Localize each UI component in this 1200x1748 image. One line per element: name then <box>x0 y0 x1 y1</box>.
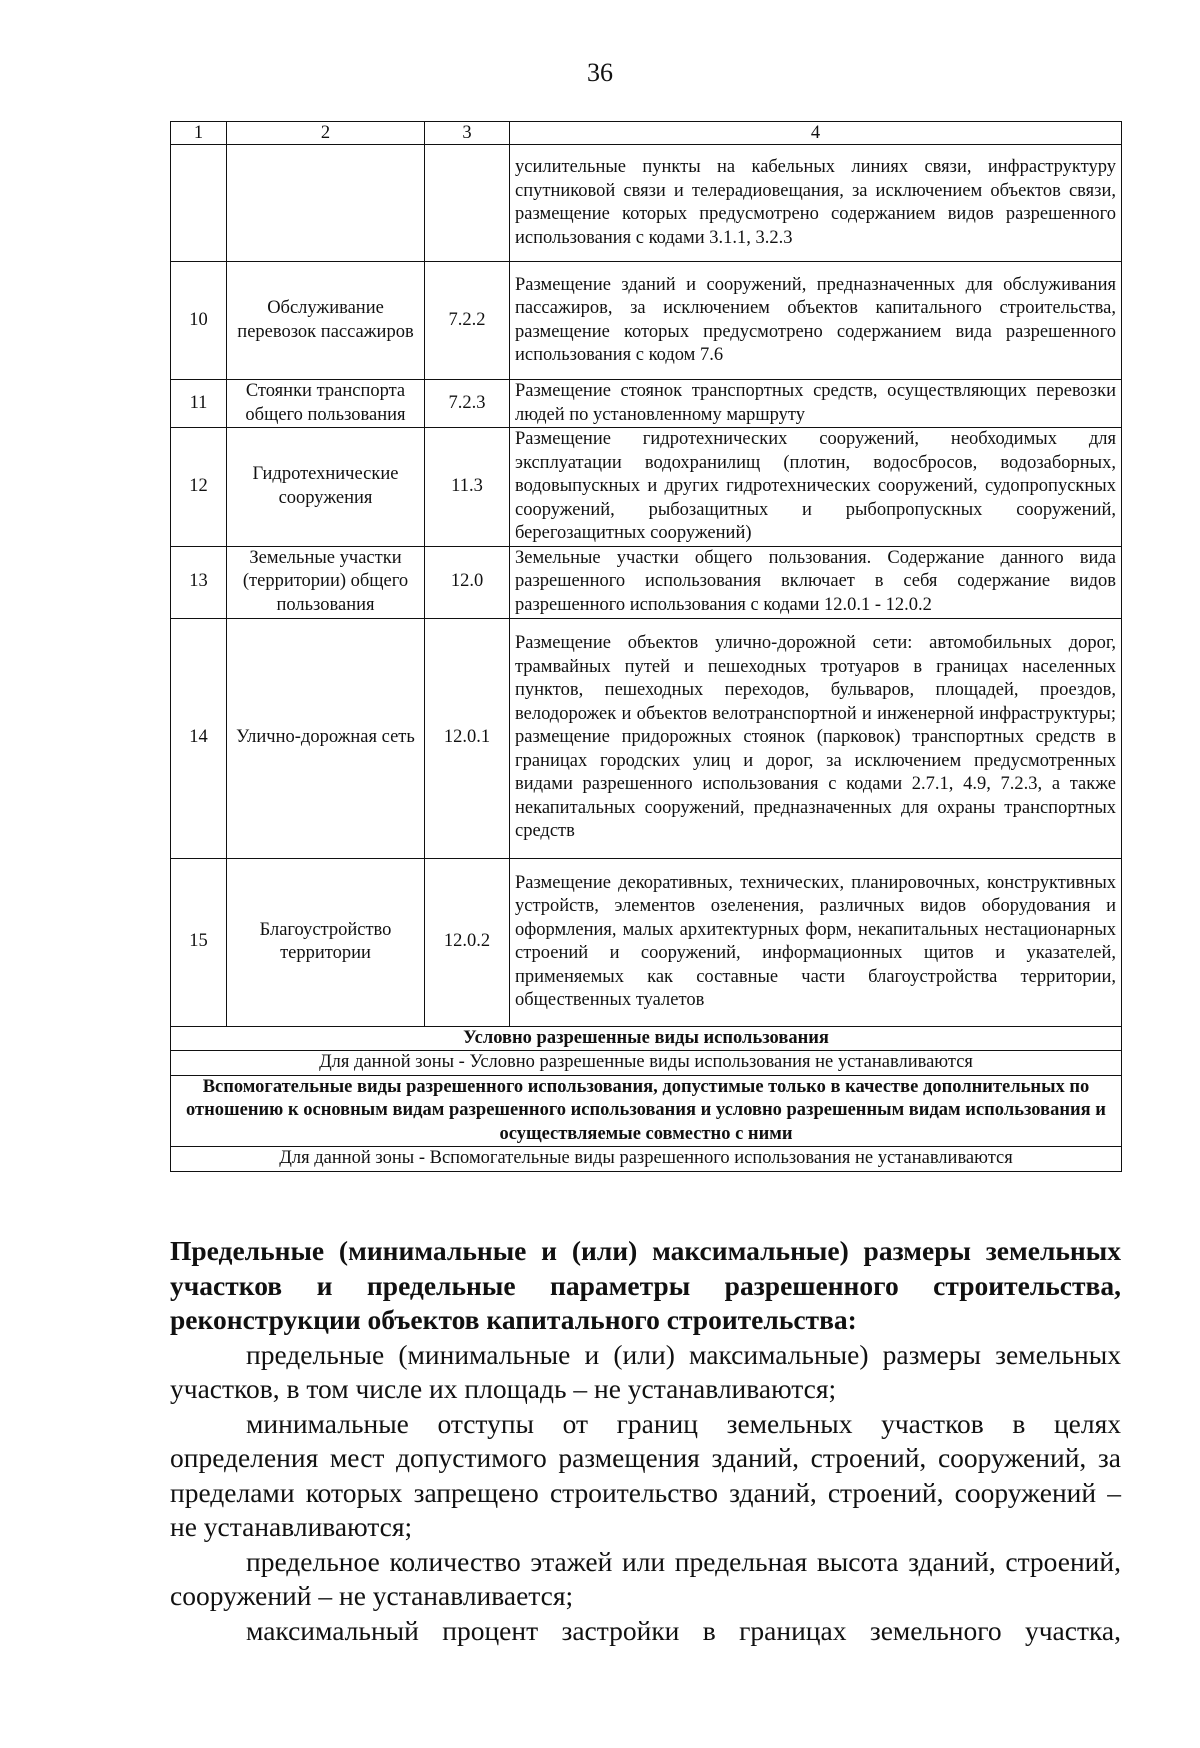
table-row <box>171 428 1122 547</box>
cell-desc: Земельные участки общего пользования. Содержание данного вида разрешенного использования включает в себя содержание видов разрешенного использования с кодами 12.0.1 - 12.0.2 <box>510 546 1122 618</box>
cell-code <box>425 145 510 262</box>
cell-num: 11 <box>171 380 227 428</box>
auxiliary-uses-title-row <box>171 1075 1122 1147</box>
cell-code: 12.0 <box>425 546 510 618</box>
table-row <box>171 858 1122 1026</box>
auxiliary-uses-note-row <box>171 1147 1122 1172</box>
table-header-row <box>171 122 1122 145</box>
table-row <box>171 618 1122 858</box>
cell-num: 13 <box>171 546 227 618</box>
cell-code: 12.0.1 <box>425 618 510 858</box>
cell-num: 14 <box>171 618 227 858</box>
cell-desc: Размещение объектов улично-дорожной сети: автомобильных дорог, трамвайных путей и пешеходных тротуаров в границах населенных пунктов, пешеходных переходов, бульваров, площадей, проездов, велодорожек и объектов велотранспортной и инженерной инфраструктуры; размещение придорожных стоянок (парковок) транспортных средств в границах городских улиц и дорог, за исключением предусмотренных видами разрешенного использования с кодами 2.7.1, 4.9, 7.2.3, а также некапитальных сооружений, предназначенных для охраны транспортных средств <box>510 618 1122 858</box>
permitted-use-table <box>170 121 1122 1172</box>
cell-code: 7.2.3 <box>425 380 510 428</box>
table-row-continuation <box>171 145 1122 262</box>
cell-name: Земельные участки (территории) общего пользования <box>227 546 425 618</box>
cell-name: Благоустройство территории <box>227 858 425 1026</box>
header-col-2: 2 <box>227 122 425 145</box>
cell-name: Обслуживание перевозок пассажиров <box>227 262 425 380</box>
cell-desc: усилительные пункты на кабельных линиях связи, инфраструктуру спутниковой связи и телерадиовещания, за исключением объектов связи, размещение которых предусмотрено содержанием видов разрешенного использования с кодами 3.1.1, 3.2.3 <box>510 145 1122 262</box>
cell-num <box>171 145 227 262</box>
limits-section <box>170 1234 1121 1648</box>
conditional-uses-note: Для данной зоны - Условно разрешенные виды использования не устанавливаются <box>171 1051 1122 1076</box>
header-col-3: 3 <box>425 122 510 145</box>
conditional-uses-title-row <box>171 1026 1122 1051</box>
header-col-1: 1 <box>171 122 227 145</box>
cell-num: 12 <box>171 428 227 547</box>
cell-desc: Размещение стоянок транспортных средств, осуществляющих перевозки людей по установленному маршруту <box>510 380 1122 428</box>
cell-code: 7.2.2 <box>425 262 510 380</box>
cell-code: 12.0.2 <box>425 858 510 1026</box>
cell-num: 15 <box>171 858 227 1026</box>
header-col-4: 4 <box>510 122 1122 145</box>
cell-name <box>227 145 425 262</box>
cell-name: Гидротехнические сооружения <box>227 428 425 547</box>
table-row <box>171 262 1122 380</box>
cell-desc: Размещение гидротехнических сооружений, необходимых для эксплуатации водохранилищ (плотин, водосбросов, водозаборных, водовыпускных и других гидротехнических сооружений, судопропускных сооружений, рыбозащитных и рыбопропускных сооружений, берегозащитных сооружений) <box>510 428 1122 547</box>
table-row <box>171 546 1122 618</box>
cell-name: Улично-дорожная сеть <box>227 618 425 858</box>
auxiliary-uses-note: Для данной зоны - Вспомогательные виды разрешенного использования не устанавливаются <box>171 1147 1122 1172</box>
cell-num: 10 <box>171 262 227 380</box>
table-row <box>171 380 1122 428</box>
limits-heading: Предельные (минимальные и (или) максимальные) размеры земельных участков и предельные параметры разрешенного строительства, реконструкции объектов капитального строительства: <box>170 1235 1121 1335</box>
cell-name: Стоянки транспорта общего пользования <box>227 380 425 428</box>
limits-paragraph: предельные (минимальные и (или) максимальные) размеры земельных участков, в том числе их площадь – не устанавливаются; <box>170 1338 1121 1404</box>
limits-paragraph: максимальный процент застройки в границах земельного участка, <box>246 1614 1121 1646</box>
cell-code: 11.3 <box>425 428 510 547</box>
cell-desc: Размещение зданий и сооружений, предназначенных для обслуживания пассажиров, за исключением объектов капитального строительства, размещение которых предусмотрено содержанием вида разрешенного использования с кодом 7.6 <box>510 262 1122 380</box>
limits-paragraph: предельное количество этажей или предельная высота зданий, строений, сооружений – не устанавливается; <box>170 1545 1121 1611</box>
conditional-uses-note-row <box>171 1051 1122 1076</box>
conditional-uses-title: Условно разрешенные виды использования <box>171 1026 1122 1051</box>
page-number: 36 <box>587 58 613 87</box>
limits-paragraph: минимальные отступы от границ земельных участков в целях определения мест допустимого размещения зданий, строений, сооружений, за пределами которых запрещено строительство зданий, строений, сооружений – не устанавливаются; <box>170 1407 1121 1542</box>
cell-desc: Размещение декоративных, технических, планировочных, конструктивных устройств, элементов озеленения, различных видов оборудования и оформления, малых архитектурных форм, некапитальных нестационарных строений и сооружений, информационных щитов и указателей, применяемых как составные части благоустройства территории, общественных туалетов <box>510 858 1122 1026</box>
auxiliary-uses-title: Вспомогательные виды разрешенного использования, допустимые только в качестве дополнительных по отношению к основным видам разрешенного использования и условно разрешенным видам использования и осуществляемые совместно с ними <box>171 1075 1122 1147</box>
